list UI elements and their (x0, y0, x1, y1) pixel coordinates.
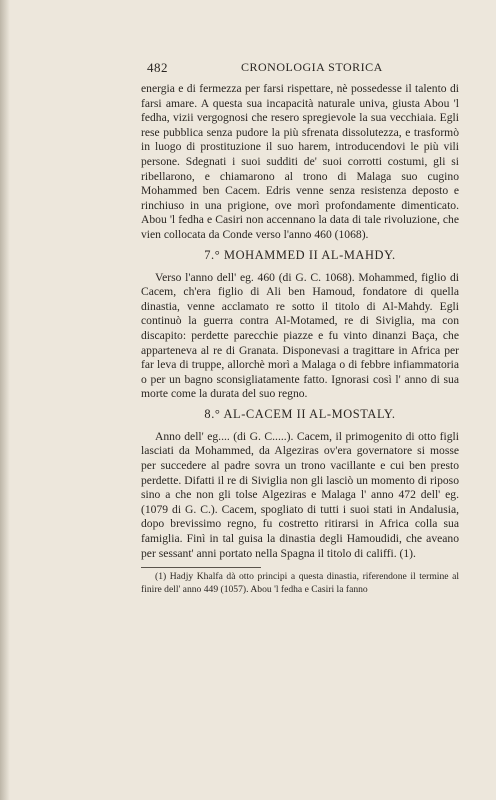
binding-shadow (0, 0, 10, 800)
paragraph-mohammed-ii: Verso l'anno dell' eg. 460 (di G. C. 1068). Mohammed, figlio di Cacem, ch'era figlio di Ali ben Hamoud, fondatore di quella dinastia, venne acclamato re sotto il titolo di Al-Mahdy. Egli continuò la guerra contra Al-Motamed, re di Siviglia, ma con discapito: perdette parecchie piazze e fu vinto dinanzi Baça, che apparteneva al re di Granata. Disponevasi a tragittare in Africa per far leva di truppe, allorchè morì a Malaga o di febbre infiammatoria o per un bagno sconsigliatamente fatto. Ignorasi così l' anno di sua morte come la durata del suo regno. (141, 270, 459, 401)
page-number: 482 (147, 60, 168, 75)
paragraph-al-cacem-ii: Anno dell' eg.... (di G. C.....). Cacem, il primogenito di otto figli lasciati da Mohammed, da Algeziras ov'era governatore si mosse per succedere al padre sovra un trono vacillante e cui ben presto perdette. Difatti il re di Siviglia non gli lasciò un momento di riposo sino a che non gli tolse Algeziras e Malaga l' anno 472 dell' eg. (1079 di G. C.). Cacem, spogliato di tutti i suoi stati in Andalusia, dopo brevissimo regno, fu costretto ritirarsi in Africa colla sua famiglia. Finì in tal guisa la dinastia degli Hamoudidi, che aveano per sessant' anni portato nella Spagna il titolo di califfi. (1). (141, 429, 459, 560)
section-heading-al-cacem-ii: 8.° AL-CACEM II AL-MOSTALY. (204, 406, 396, 421)
paragraph-edris-end: energia e di fermezza per farsi rispettare, nè possedesse il talento di farsi amare. A questa sua incapacità naturale univa, giusta Abou 'l fedha, vizii vergognosi che resero spregievole la sua vecchiaia. Egli rese pubblica senza pudore la più sfrenata dissolutezza, e trasformò in luogo di prostituzione il suo harem, introducendovi le più vili persone. Sdegnati i suoi sudditi de' suoi corrotti costumi, gli si ribellarono, e chiamarono al trono di Malaga suo cugino Mohammed ben Cacem. Edris venne senza resistenza deposto e rinchiuso in una prigione, ove morì profondamente dimenticato. Abou 'l fedha e Casiri non accennano la data di tale rivoluzione, che vien collocata da Conde verso l'anno 460 (1068). (141, 82, 459, 241)
footnote: (1) Hadjy Khalfa dà otto principi a questa dinastia, riferendone il termine al finire dell' anno 449 (1057). Abou 'l fedha e Casiri la fanno (141, 571, 459, 595)
section-heading-mohammed-ii: 7.° MOHAMMED II AL-MAHDY. (204, 247, 396, 262)
running-title: CRONOLOGIA STORICA (241, 60, 383, 74)
footnote-rule (141, 567, 261, 568)
page-content (141, 60, 459, 596)
running-head (141, 60, 459, 82)
